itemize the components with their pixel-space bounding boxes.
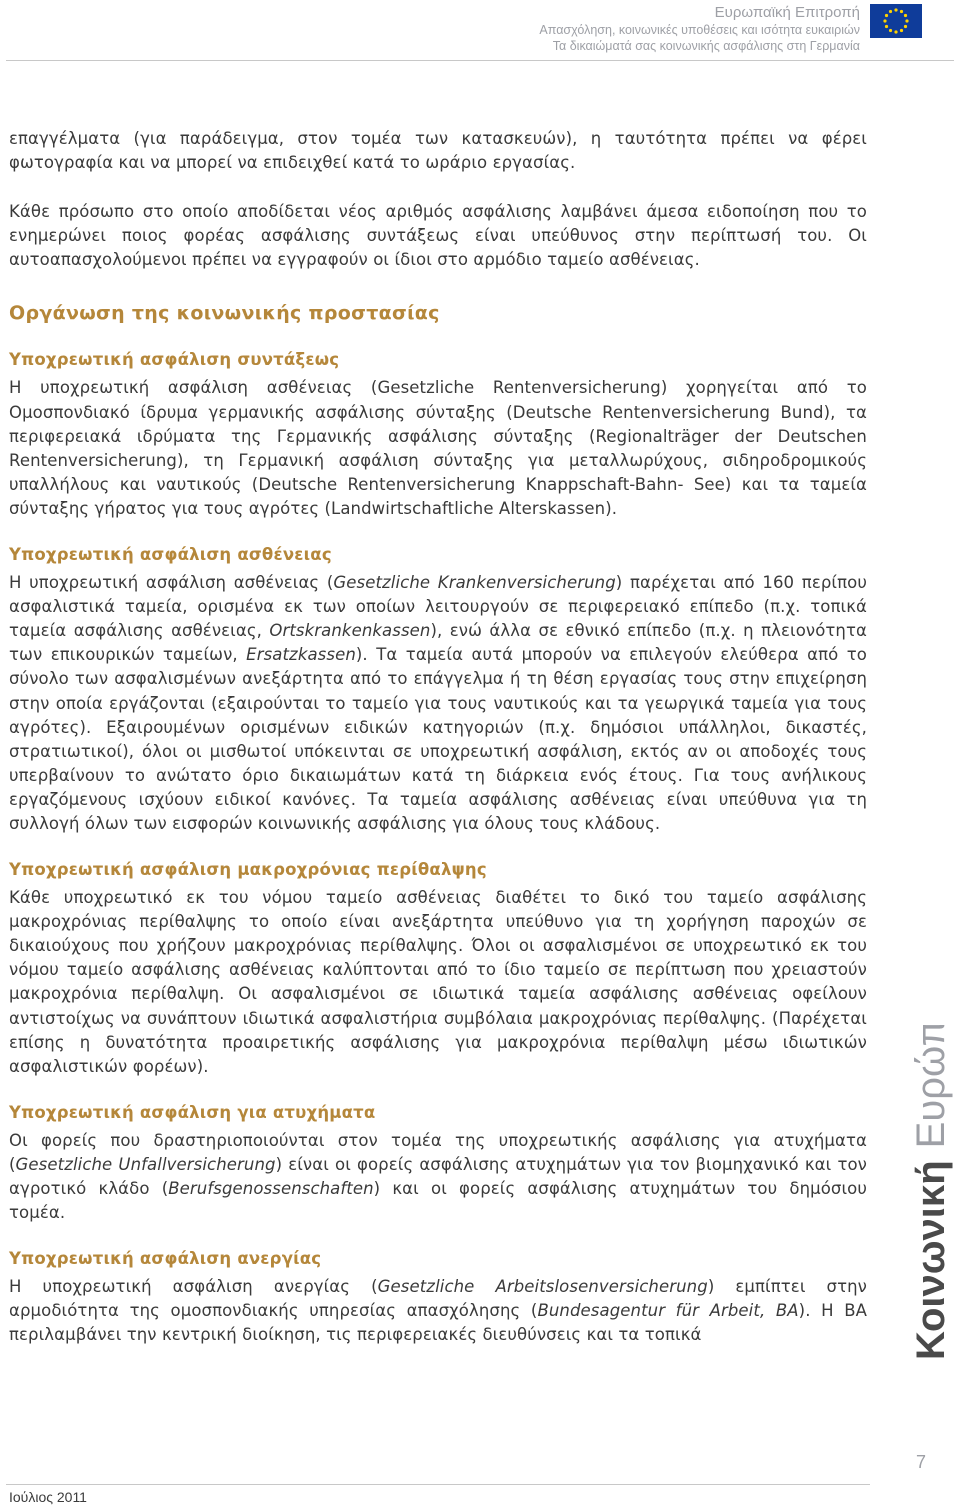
page-header bbox=[0, 0, 960, 60]
footer-date: Ιούλιος 2011 bbox=[9, 1489, 87, 1505]
text-run: ). Τα ταμεία αυτά μπορούν να επιλεγούν ελεύθερα από το σύνολο των ασφαλισμένων ανεξάρτητα από το επάγγελμα ή τη θέση εργασίας τους στην επιχείρηση στην οποία εργάζονται (εξαιρούνται το ταμείο για τους ναυτικούς και τα γεωργικά ταμεία για τους αγρότες). Εξαιρουμένων ορισμένων ειδικών κατηγοριών (π.χ. δημόσιοι υπάλληλοι, δικαστές, στρατιωτικοί), όλοι οι μισθωτοί υπόκεινται σε υποχρεωτική ασφάλιση, εκτός αν οι αποδοχές τους υπερβαίνουν το ανώτατο όριο δικαιωμάτων κατά τη διάρκεια ενός έτους. Για τους ανήλικους εργαζόμενους ισχύουν ειδικοί κανόνες. Τα ταμεία ασφάλισης ασθένειας είναι υπεύθυνα για τη συλλογή όλων των εισφορών κοινωνικής ασφάλισης για όλους τους κλάδους. bbox=[9, 645, 867, 833]
pension-heading: Υποχρεωτική ασφάλιση συντάξεως bbox=[9, 350, 340, 370]
header-directorate: Απασχόληση, κοινωνικές υποθέσεις και ισότητα ευκαιριών bbox=[539, 23, 860, 37]
header-text-block bbox=[539, 4, 860, 54]
unemployment-heading: Υποχρεωτική ασφάλιση ανεργίας bbox=[9, 1249, 322, 1269]
ltc-heading: Υποχρεωτική ασφάλιση μακροχρόνιας περίθαλψης bbox=[9, 860, 487, 880]
unemployment-paragraph bbox=[9, 1275, 867, 1347]
intro-paragraph-1: επαγγέλματα (για παράδειγμα, στον τομέα των κατασκευών), η ταυτότητα πρέπει να φέρει φωτογραφία και να μπορεί να επιδειχθεί κατά το ωράριο εργασίας. bbox=[9, 129, 867, 173]
brand-line-2: Ευρώπη bbox=[909, 1025, 953, 1149]
eu-flag-logo bbox=[870, 4, 922, 38]
page-number: 7 bbox=[915, 1452, 926, 1472]
text-run: ) και οι φορείς ασφάλισης ατυχημάτων του δημόσιου τομέα. bbox=[9, 1179, 867, 1223]
accidents-heading: Υποχρεωτική ασφάλιση για ατυχήματα bbox=[9, 1102, 376, 1122]
italic-term: Ortskrankenkassen bbox=[269, 621, 431, 641]
svg-text:ΚοινωνικήΕυρώπη bbox=[909, 1025, 953, 1360]
sickness-heading: Υποχρεωτική ασφάλιση ασθένειας bbox=[9, 545, 332, 565]
italic-term: Gesetzliche Unfallversicherung bbox=[15, 1154, 276, 1174]
text-run: ), ενώ άλλα σε εθνικό επίπεδο (π.χ. η πλειονότητα των επικουρικών ταμείων, bbox=[9, 621, 867, 665]
text-run: ) είναι οι φορείς ασφάλισης ατυχημάτων για τον βιομηχανικό και τον αγροτικό κλάδο ( bbox=[9, 1154, 867, 1198]
intro-paragraph-2: Κάθε πρόσωπο στο οποίο αποδίδεται νέος αριθμός ασφάλισης λαμβάνει άμεσα ειδοποίηση που το ενημερώνει ποιος φορέας ασφάλισης συντάξεως είναι υπεύθυνος στην περίπτωσή του. Οι αυτοαπασχολούμενοι πρέπει να εγγραφούν οι ίδιοι στο αρμόδιο ταμείο ασθένειας. bbox=[9, 202, 867, 270]
text-run: Η υποχρεωτική ασφάλιση ασθένειας ( bbox=[9, 573, 334, 593]
text-run: ) εμπίπτει στην αρμοδιότητα της ομοσπονδιακής υπηρεσίας απασχόλησης ( bbox=[9, 1277, 867, 1321]
brand-line-1: Κοινωνική bbox=[909, 1160, 953, 1360]
italic-term: Bundesagentur für Arbeit, BA bbox=[537, 1301, 799, 1321]
brand-vertical-text bbox=[906, 1025, 960, 1365]
italic-term: Gesetzliche Arbeitslosenversicherung bbox=[377, 1277, 708, 1297]
italic-term: Berufsgenossenschaften bbox=[168, 1179, 374, 1198]
footer-divider bbox=[6, 1484, 870, 1485]
pension-paragraph: Η υποχρεωτική ασφάλιση ασθένειας (Gesetzliche Rentenversicherung) χορηγείται από το Ομοσπονδιακό ίδρυμα γερμανικής ασφάλισης σύνταξης (Deutsche Rentenversicherung Bund), τα περιφερειακά ιδρύματα της Γερμανικής ασφάλισης σύνταξης (Regionalträger der Deutschen Rentenversicherung), τη Γερμανική ασφάλιση σύνταξης για μεταλλωρύχους, σιδηροδρομικούς υπαλλήλους και ναυτικούς (Deutsche Rentenversicherung Knappschaft-Bahn- See) και τα ταμεία σύνταξης γήρατος για τους αγρότες (Landwirtschaftliche Alterskassen). bbox=[9, 378, 867, 518]
section-title: Οργάνωση της κοινωνικής προστασίας bbox=[9, 302, 440, 325]
eu-stars-icon bbox=[870, 4, 922, 38]
header-doc-title: Τα δικαιώματά σας κοινωνικής ασφάλισης στη Γερμανία bbox=[552, 39, 860, 53]
text-run: ) παρέχεται από 160 περίπου ασφαλιστικά ταμεία, ορισμένα εκ των οποίων λειτουργούν σε περιφερειακό επίπεδο (π.χ. τοπικά ταμεία ασφάλισης ασθένειας, bbox=[9, 573, 867, 641]
text-run: ). Η BA περιλαμβάνει την κεντρική διοίκηση, τις περιφερειακές διευθύνσεις και τα τοπικά bbox=[9, 1301, 868, 1345]
text-run: Η υποχρεωτική ασφάλιση ανεργίας ( bbox=[9, 1277, 378, 1297]
italic-term: Ersatzkassen bbox=[246, 645, 356, 665]
italic-term: Gesetzliche Krankenversicherung bbox=[333, 573, 616, 593]
main-content bbox=[9, 127, 867, 1347]
social-europe-brand bbox=[906, 1025, 960, 1365]
header-divider bbox=[6, 60, 954, 61]
accidents-paragraph bbox=[9, 1129, 867, 1225]
ltc-paragraph: Κάθε υποχρεωτικό εκ του νόμου ταμείο ασθένειας διαθέτει το δικό του ταμείο ασφάλισης μακροχρόνιας περίθαλψης το οποίο είναι ανεξάρτητα υπεύθυνο για τη χορήγηση παροχών σε δικαιούχους που χρήζουν μακροχρόνιας περίθαλψης. Όλοι οι ασφαλισμένοι σε υποχρεωτικό εκ του νόμου ταμείο ασφάλισης ασθένειας καλύπτονται από το ίδιο ταμείο σε περίπτωση που χρειαστούν μακροχρόνια περίθαλψη. Οι ασφαλισμένοι σε ιδιωτικά ταμεία ασφάλισης ασθένειας οφείλουν αντιστοίχως να συνάπτουν ιδιωτικά ασφαλιστήρια συμβόλαια μακροχρόνιας περίθαλψης. (Παρέχεται επίσης η δυνατότητα προαιρετικής ασφάλισης για μακροχρόνια περίθαλψη μέσω ιδιωτικών ασφαλιστικών φορέων). bbox=[9, 888, 867, 1076]
header-org: Ευρωπαϊκή Επιτροπή bbox=[714, 4, 860, 21]
text-run: Οι φορείς που δραστηριοποιούνται στον τομέα της υποχρεωτικής ασφάλισης για ατυχήματα ( bbox=[9, 1130, 867, 1174]
sickness-paragraph bbox=[9, 571, 867, 836]
